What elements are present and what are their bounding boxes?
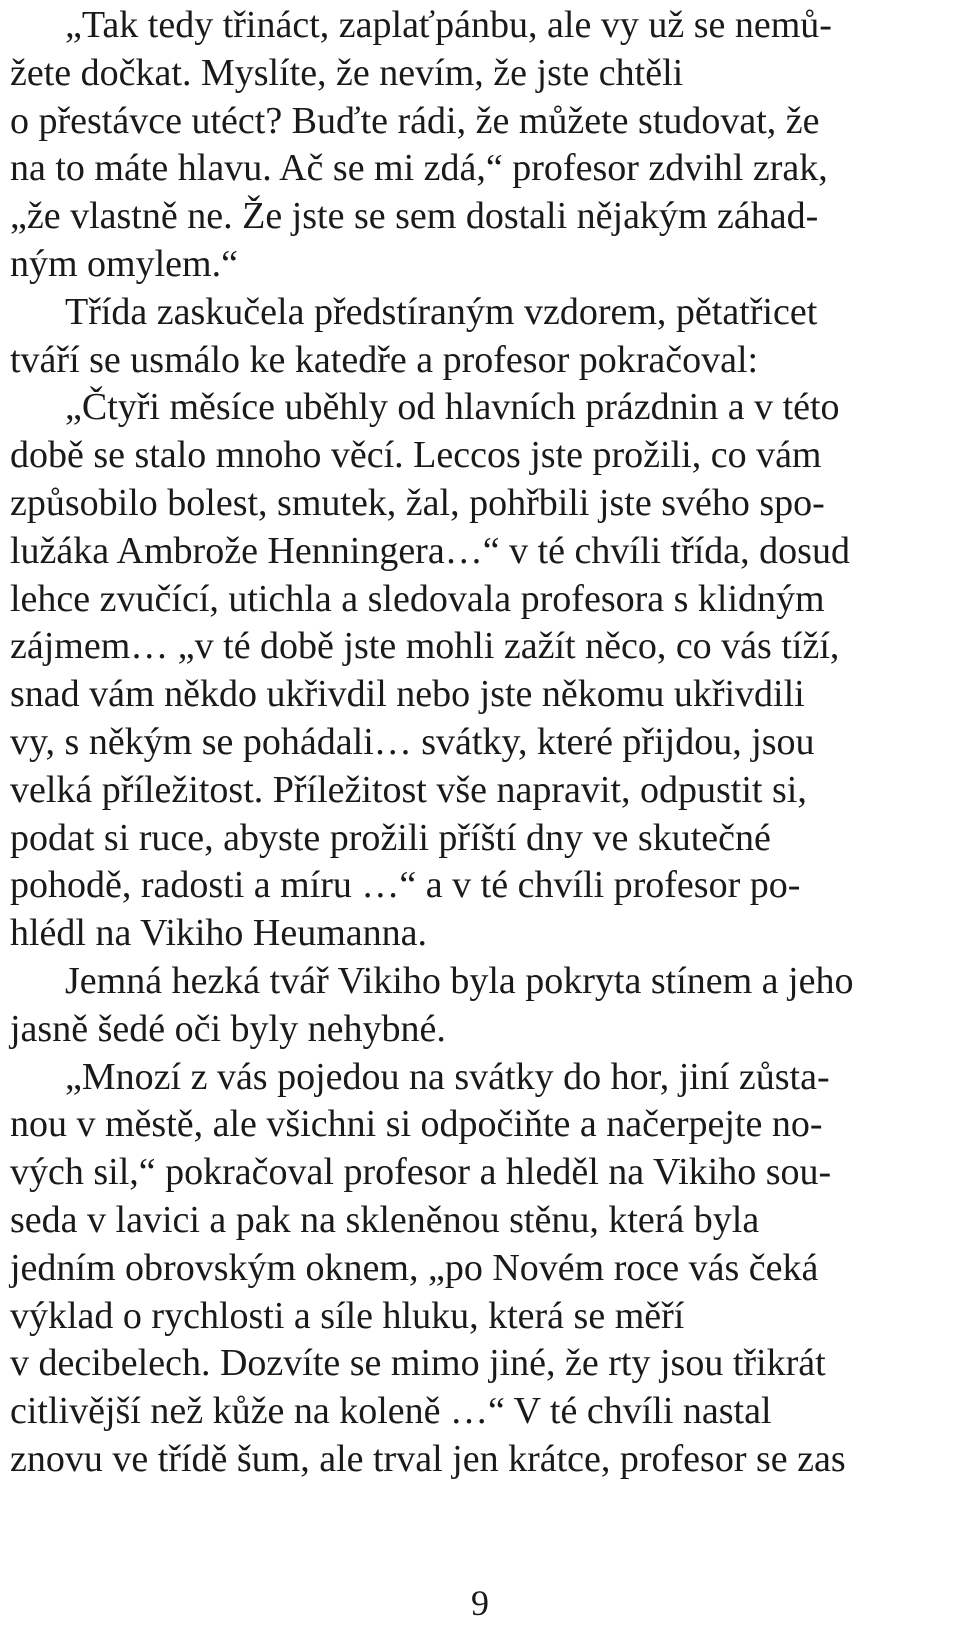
- text-line: nou v městě, ale všichni si odpočiňte a načerpejte no-: [10, 1103, 823, 1146]
- text-line: Jemná hezká tvář Vikiho byla pokryta stínem a jeho: [65, 959, 854, 1002]
- text-line: jedním obrovským oknem, „po Novém roce vás čeká: [10, 1246, 819, 1289]
- text-line: ným omylem.“: [10, 242, 238, 285]
- text-line: „Mnozí z vás pojedou na svátky do hor, jiní zůsta-: [65, 1055, 830, 1098]
- text-line: podat si ruce, abyste prožili příští dny ve skutečné: [10, 816, 771, 859]
- text-line: zájmem… „v té době jste mohli zažít něco, co vás tíží,: [10, 625, 840, 668]
- text-line: žete dočkat. Myslíte, že nevím, že jste chtěli: [10, 51, 684, 94]
- text-line: tváří se usmálo ke katedře a profesor pokračoval:: [10, 338, 759, 381]
- text-line: „Tak tedy třináct, zaplaťpánbu, ale vy už se nemů-: [65, 4, 832, 46]
- text-line: velká příležitost. Příležitost vše napravit, odpustit si,: [10, 768, 807, 811]
- text-line: „Čtyři měsíce uběhly od hlavních prázdnin a v této: [65, 386, 840, 429]
- text-line: pohodě, radosti a míru …“ a v té chvíli profesor po-: [10, 864, 801, 907]
- text-line: o přestávce utéct? Buďte rádi, že můžete studovat, že: [10, 99, 820, 142]
- text-line: době se stalo mnoho věcí. Leccos jste prožili, co vám: [10, 434, 822, 477]
- text-line: jasně šedé oči byly nehybné.: [10, 1007, 446, 1050]
- page-number: 9: [471, 1583, 489, 1623]
- text-line: snad vám někdo ukřivdil nebo jste někomu ukřivdili: [10, 673, 805, 716]
- text-line: vých sil,“ pokračoval profesor a hleděl na Vikiho sou-: [10, 1151, 832, 1194]
- text-line: v decibelech. Dozvíte se mimo jiné, že rty jsou třikrát: [10, 1342, 826, 1385]
- text-line: hlédl na Vikiho Heumanna.: [10, 912, 428, 955]
- text-line: lužáka Ambrože Henningera…“ v té chvíli třída, dosud: [10, 529, 850, 572]
- text-line: „že vlastně ne. Že jste se sem dostali nějakým záhad-: [10, 195, 819, 238]
- text-line: na to máte hlavu. Ač se mi zdá,“ profesor zdvihl zrak,: [10, 147, 828, 190]
- text-line: výklad o rychlosti a síle hluku, která se měří: [10, 1294, 685, 1337]
- body-text: [10, 2, 960, 1484]
- text-line: způsobilo bolest, smutek, žal, pohřbili jste svého spo-: [10, 481, 825, 524]
- text-line: znovu ve třídě šum, ale trval jen krátce, profesor se zas: [10, 1437, 846, 1480]
- text-line: citlivější než kůže na koleně …“ V té chvíli nastal: [10, 1390, 772, 1433]
- text-line: vy, s někým se pohádali… svátky, které přijdou, jsou: [10, 720, 815, 763]
- text-line: Třída zaskučela předstíraným vzdorem, pětatřicet: [65, 290, 818, 333]
- text-line: lehce zvučící, utichla a sledovala profesora s klidným: [10, 577, 825, 620]
- text-line: seda v lavici a pak na skleněnou stěnu, která byla: [10, 1198, 760, 1241]
